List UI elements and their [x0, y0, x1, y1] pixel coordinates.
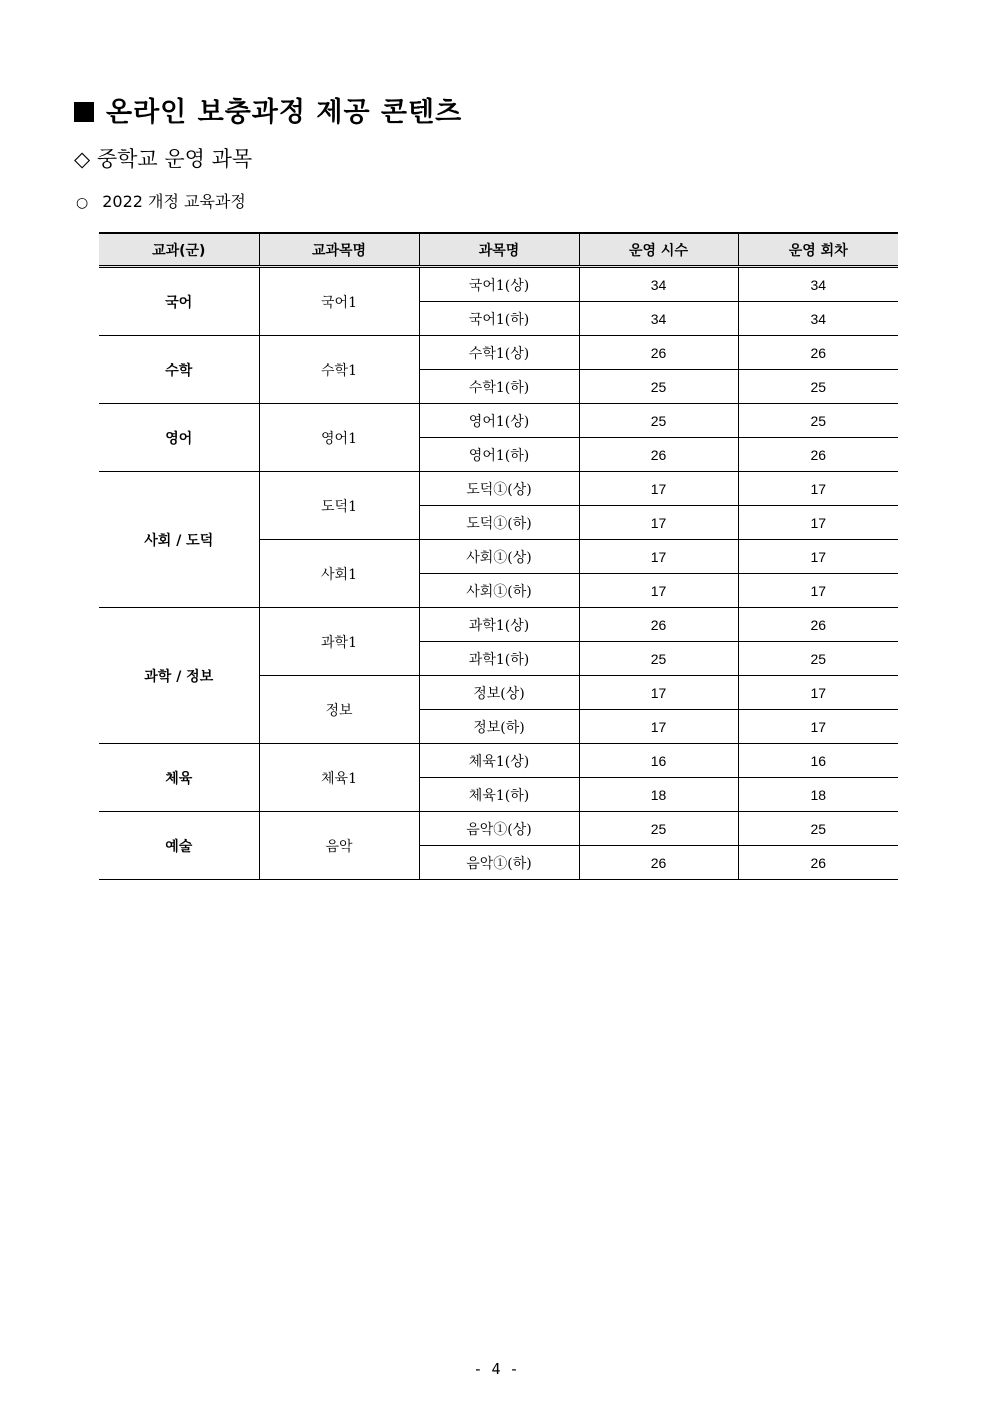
table-row	[99, 336, 898, 370]
operating-hours-cell: 34	[579, 302, 738, 336]
header-subject-group: 교과(군)	[99, 233, 259, 267]
subject-group-cell: 체육	[99, 744, 259, 812]
subject-name-cell: 도덕①(하)	[419, 506, 579, 540]
subject-name-cell: 국어1(하)	[419, 302, 579, 336]
subheading-text: 중학교 운영 과목	[96, 147, 253, 171]
table-header-row	[99, 233, 898, 267]
subject-name-cell: 음악①(하)	[419, 846, 579, 880]
operating-sessions-cell: 18	[738, 778, 898, 812]
header-operating-hours: 운영 시수	[579, 233, 738, 267]
subject-name-cell: 정보(상)	[419, 676, 579, 710]
circle-bullet-icon: ○	[76, 195, 89, 211]
subject-name-cell: 과학1(상)	[419, 608, 579, 642]
operating-hours-cell: 18	[579, 778, 738, 812]
operating-sessions-cell: 17	[738, 676, 898, 710]
operating-hours-cell: 26	[579, 438, 738, 472]
operating-hours-cell: 17	[579, 540, 738, 574]
operating-hours-cell: 17	[579, 472, 738, 506]
header-subject-name: 과목명	[419, 233, 579, 267]
square-bullet-icon	[74, 102, 94, 122]
page-heading-text: 온라인 보충과정 제공 콘텐츠	[106, 97, 463, 128]
operating-sessions-cell: 26	[738, 438, 898, 472]
course-name-cell: 사회1	[259, 540, 419, 608]
course-name-cell: 도덕1	[259, 472, 419, 540]
subject-name-cell: 정보(하)	[419, 710, 579, 744]
table-row	[99, 472, 898, 506]
operating-sessions-cell: 25	[738, 370, 898, 404]
operating-sessions-cell: 25	[738, 404, 898, 438]
subject-group-cell: 사회 / 도덕	[99, 472, 259, 608]
subject-name-cell: 영어1(상)	[419, 404, 579, 438]
subheading	[74, 143, 252, 173]
course-name-cell: 과학1	[259, 608, 419, 676]
table-row	[99, 404, 898, 438]
subject-group-cell: 예술	[99, 812, 259, 880]
operating-hours-cell: 26	[579, 336, 738, 370]
operating-hours-cell: 17	[579, 506, 738, 540]
course-name-cell: 정보	[259, 676, 419, 744]
course-table	[99, 232, 898, 880]
operating-sessions-cell: 16	[738, 744, 898, 778]
operating-sessions-cell: 17	[738, 710, 898, 744]
subject-name-cell: 수학1(하)	[419, 370, 579, 404]
subject-group-cell: 영어	[99, 404, 259, 472]
operating-sessions-cell: 25	[738, 642, 898, 676]
subject-name-cell: 도덕①(상)	[419, 472, 579, 506]
operating-sessions-cell: 34	[738, 302, 898, 336]
section-title-text: 2022 개정 교육과정	[102, 192, 246, 211]
section-title	[76, 189, 246, 212]
subject-name-cell: 수학1(상)	[419, 336, 579, 370]
operating-sessions-cell: 34	[738, 267, 898, 302]
operating-sessions-cell: 26	[738, 608, 898, 642]
table-row	[99, 267, 898, 302]
operating-hours-cell: 25	[579, 370, 738, 404]
subject-name-cell: 체육1(하)	[419, 778, 579, 812]
subject-group-cell: 국어	[99, 267, 259, 336]
operating-hours-cell: 17	[579, 676, 738, 710]
subject-name-cell: 체육1(상)	[419, 744, 579, 778]
subject-group-cell: 수학	[99, 336, 259, 404]
operating-sessions-cell: 26	[738, 846, 898, 880]
operating-hours-cell: 16	[579, 744, 738, 778]
operating-sessions-cell: 26	[738, 336, 898, 370]
operating-hours-cell: 17	[579, 710, 738, 744]
operating-sessions-cell: 17	[738, 574, 898, 608]
operating-sessions-cell: 17	[738, 506, 898, 540]
subject-name-cell: 영어1(하)	[419, 438, 579, 472]
table-row	[99, 744, 898, 778]
operating-hours-cell: 25	[579, 404, 738, 438]
header-operating-sessions: 운영 회차	[738, 233, 898, 267]
operating-hours-cell: 34	[579, 267, 738, 302]
header-course-name: 교과목명	[259, 233, 419, 267]
subject-name-cell: 음악①(상)	[419, 812, 579, 846]
course-name-cell: 체육1	[259, 744, 419, 812]
subject-name-cell: 사회①(상)	[419, 540, 579, 574]
table-row	[99, 608, 898, 642]
operating-sessions-cell: 17	[738, 472, 898, 506]
course-name-cell: 영어1	[259, 404, 419, 472]
course-name-cell: 수학1	[259, 336, 419, 404]
page-number: - 4 -	[473, 1360, 519, 1378]
operating-sessions-cell: 25	[738, 812, 898, 846]
course-name-cell: 음악	[259, 812, 419, 880]
diamond-bullet-icon: ◇	[74, 147, 91, 171]
subject-name-cell: 사회①(하)	[419, 574, 579, 608]
operating-hours-cell: 25	[579, 812, 738, 846]
subject-group-cell: 과학 / 정보	[99, 608, 259, 744]
operating-hours-cell: 26	[579, 846, 738, 880]
course-name-cell: 국어1	[259, 267, 419, 336]
table-body	[99, 267, 898, 880]
table-row	[99, 812, 898, 846]
operating-hours-cell: 17	[579, 574, 738, 608]
subject-name-cell: 국어1(상)	[419, 267, 579, 302]
operating-sessions-cell: 17	[738, 540, 898, 574]
operating-hours-cell: 25	[579, 642, 738, 676]
subject-name-cell: 과학1(하)	[419, 642, 579, 676]
operating-hours-cell: 26	[579, 608, 738, 642]
page-heading	[74, 90, 462, 129]
